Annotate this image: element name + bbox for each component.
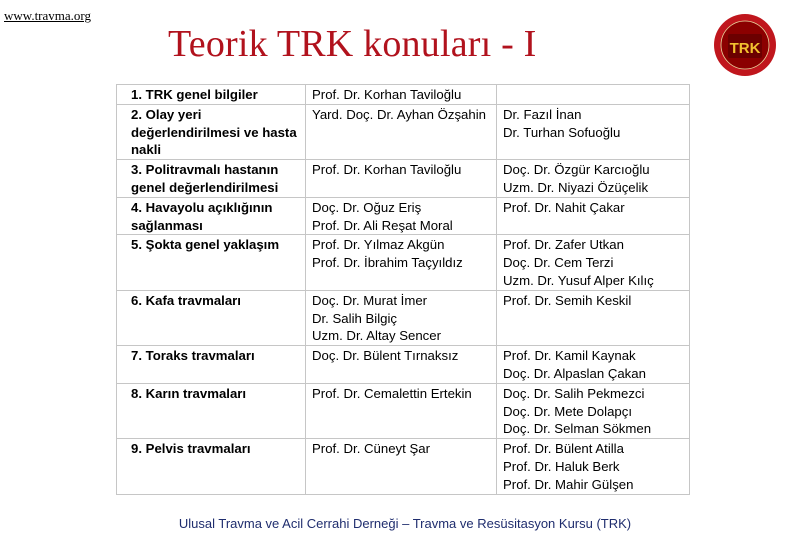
- instructor-name: Prof. Dr. Mahir Gülşen: [503, 476, 634, 492]
- website-link[interactable]: www.travma.org: [4, 8, 92, 23]
- course-topics-table: [116, 84, 690, 495]
- table-row: [117, 160, 690, 198]
- lead-instructors-cell: [306, 85, 497, 105]
- team-instructors-cell: [497, 346, 690, 384]
- instructor-name: Prof. Dr. Nahit Çakar: [503, 199, 625, 215]
- instructor-name: Prof. Dr. Haluk Berk: [503, 458, 620, 474]
- lead-instructors-cell: [306, 104, 497, 159]
- instructor-name: Prof. Dr. Cüneyt Şar: [312, 441, 430, 457]
- logo-text: TRK: [729, 40, 761, 57]
- topic-cell: 9. Pelvis travmaları: [117, 439, 306, 494]
- instructor-name: Doç. Dr. Özgür Karcıoğlu: [503, 162, 650, 178]
- instructor-name: Dr. Salih Bilgiç: [312, 310, 398, 326]
- instructor-name: Prof. Dr. Cemalettin Ertekin: [312, 385, 472, 401]
- topic-cell: 7. Toraks travmaları: [117, 346, 306, 384]
- footer-text: Ulusal Travma ve Acil Cerrahi Derneği – Travma ve Resüsitasyon Kursu (TRK): [178, 516, 632, 531]
- topic-cell: 3. Politravmalı hastanın genel değerlendirilmesi: [117, 160, 306, 198]
- instructor-name: Prof. Dr. Kamil Kaynak: [503, 348, 636, 364]
- instructor-name: Uzm. Dr. Niyazi Özüçelik: [503, 179, 649, 195]
- instructor-name: Prof. Dr. Korhan Taviloğlu: [312, 162, 462, 178]
- team-instructors-cell: [497, 104, 690, 159]
- topic-cell: 4. Havayolu açıklığının sağlanması: [117, 197, 306, 235]
- table-row: [117, 346, 690, 384]
- instructor-name: Prof. Dr. Semih Keskil: [503, 292, 632, 308]
- instructor-name: Prof. Dr. Bülent Atilla: [503, 441, 624, 457]
- table-row: [117, 439, 690, 494]
- team-instructors-cell: [497, 235, 690, 290]
- topic-cell: 5. Şokta genel yaklaşım: [117, 235, 306, 290]
- instructor-name: Doç. Dr. Bülent Tırnaksız: [312, 348, 459, 364]
- instructor-name: Doç. Dr. Murat İmer: [312, 292, 428, 308]
- instructor-name: Yard. Doç. Dr. Ayhan Özşahin: [312, 106, 486, 122]
- table-row: [117, 290, 690, 345]
- lead-instructors-cell: [306, 235, 497, 290]
- instructor-name: Doç. Dr. Selman Sökmen: [503, 421, 652, 437]
- instructor-name: Prof. Dr. Ali Reşat Moral: [312, 217, 453, 233]
- instructor-name: Prof. Dr. Yılmaz Akgün: [312, 237, 445, 253]
- instructor-name: Doç. Dr. Salih Pekmezci: [503, 385, 645, 401]
- lead-instructors-cell: [306, 197, 497, 235]
- instructor-name: Prof. Dr. İbrahim Taçyıldız: [312, 255, 463, 271]
- trk-emblem-icon: [712, 12, 778, 78]
- table-row: [117, 383, 690, 438]
- team-instructors-cell: [497, 85, 690, 105]
- instructor-name: Doç. Dr. Oğuz Eriş: [312, 199, 422, 215]
- topic-cell: 6. Kafa travmaları: [117, 290, 306, 345]
- lead-instructors-cell: [306, 346, 497, 384]
- table-row: [117, 197, 690, 235]
- team-instructors-cell: [497, 160, 690, 198]
- lead-instructors-cell: [306, 383, 497, 438]
- instructor-name: Dr. Turhan Sofuoğlu: [503, 124, 621, 140]
- team-instructors-cell: [497, 197, 690, 235]
- team-instructors-cell: [497, 290, 690, 345]
- lead-instructors-cell: [306, 290, 497, 345]
- instructor-name: Doç. Dr. Alpaslan Çakan: [503, 365, 646, 381]
- table-body: [117, 85, 690, 495]
- instructor-name: Uzm. Dr. Yusuf Alper Kılıç: [503, 272, 654, 288]
- topic-cell: 2. Olay yeri değerlendirilmesi ve hasta nakli: [117, 104, 306, 159]
- table-row: [117, 235, 690, 290]
- instructor-name: Prof. Dr. Korhan Taviloğlu: [312, 87, 462, 102]
- topic-cell: 8. Karın travmaları: [117, 383, 306, 438]
- instructor-name: Uzm. Dr. Altay Sencer: [312, 328, 441, 344]
- instructor-name: Doç. Dr. Cem Terzi: [503, 255, 614, 271]
- lead-instructors-cell: [306, 439, 497, 494]
- team-instructors-cell: [497, 439, 690, 494]
- team-instructors-cell: [497, 383, 690, 438]
- table-row: [117, 104, 690, 159]
- topic-cell: 1. TRK genel bilgiler: [117, 85, 306, 105]
- table-row: [117, 85, 690, 105]
- instructor-name: Dr. Fazıl İnan: [503, 106, 582, 122]
- instructor-name: Doç. Dr. Mete Dolapçı: [503, 403, 632, 419]
- slide-title: Teorik TRK konuları - I: [168, 23, 537, 65]
- instructor-name: Prof. Dr. Zafer Utkan: [503, 237, 624, 253]
- lead-instructors-cell: [306, 160, 497, 198]
